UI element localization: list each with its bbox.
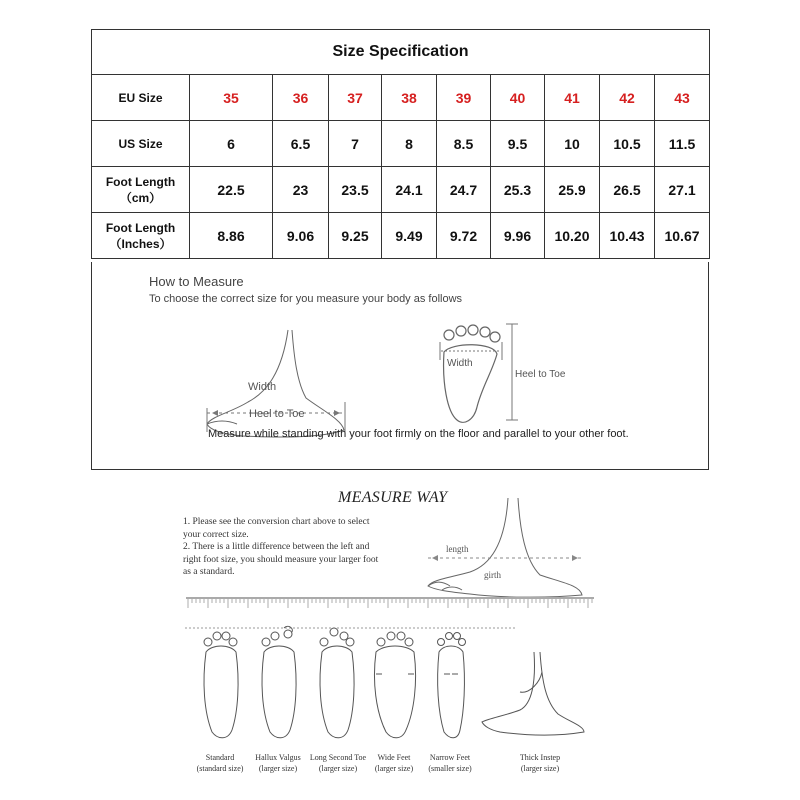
foot-type-hallux-valgus: Hallux Valgus (larger size) (255, 753, 301, 773)
size-cell: 11.5 (655, 121, 710, 167)
size-cell: 10.20 (545, 213, 600, 259)
size-specification-table (91, 29, 710, 259)
ruler-foot-illustration (180, 490, 600, 620)
hallux-valgus-foot-icon (262, 626, 296, 737)
size-row (92, 167, 710, 213)
size-cell: 9.72 (437, 213, 491, 259)
row-label: Foot Length （cm） (92, 167, 190, 213)
how-to-measure-subtitle: To choose the correct size for you measure your body as follows (149, 293, 463, 305)
size-cell: 24.7 (437, 167, 491, 213)
size-row (92, 213, 710, 259)
size-cell: 36 (273, 75, 329, 121)
size-cell: 22.5 (190, 167, 273, 213)
size-cell: 10 (545, 121, 600, 167)
top-heel-to-toe-label: Heel to Toe (515, 369, 566, 380)
measure-note-1: 1. Please see the conversion chart above to select your correct size. (183, 517, 370, 540)
top-foot-drawing (444, 325, 500, 422)
thick-instep-foot-icon (482, 652, 584, 735)
size-cell: 9.5 (491, 121, 545, 167)
length-label: length (446, 544, 469, 554)
size-cell: 6 (190, 121, 273, 167)
size-cell: 42 (600, 75, 655, 121)
size-row (92, 75, 710, 121)
foot-type-standard: Standard (standard size) (196, 753, 244, 773)
measure-caption: Measure while standing with your foot firmly on the floor and parallel to your other foot. (208, 428, 629, 440)
size-cell: 26.5 (600, 167, 655, 213)
size-cell: 10.5 (600, 121, 655, 167)
size-cell: 7 (329, 121, 382, 167)
how-to-measure-title: How to Measure (149, 274, 244, 289)
row-label: US Size (92, 121, 190, 167)
size-cell: 37 (329, 75, 382, 121)
how-to-measure-panel (91, 262, 709, 470)
size-cell: 40 (491, 75, 545, 121)
ruler (188, 598, 592, 608)
size-cell: 25.3 (491, 167, 545, 213)
measure-note-2: 2. There is a little difference between the left and right foot size, you should measure your larger foot as a standard. (183, 542, 379, 577)
size-cell: 23.5 (329, 167, 382, 213)
top-width-label: Width (447, 358, 473, 369)
size-rows (92, 75, 710, 259)
foot-types-drawings (180, 622, 600, 752)
size-cell: 8.86 (190, 213, 273, 259)
size-row (92, 121, 710, 167)
measure-way-title: MEASURE WAY (338, 489, 448, 506)
size-cell: 9.49 (382, 213, 437, 259)
foot-type-narrow-feet: Narrow Feet (smaller size) (428, 753, 472, 773)
size-cell: 39 (437, 75, 491, 121)
narrow-foot-icon (438, 633, 466, 738)
standard-foot-icon (204, 632, 238, 738)
row-label: Foot Length （Inches） (92, 213, 190, 259)
size-cell: 8 (382, 121, 437, 167)
size-cell: 10.67 (655, 213, 710, 259)
size-cell: 25.9 (545, 167, 600, 213)
size-cell: 43 (655, 75, 710, 121)
size-cell: 35 (190, 75, 273, 121)
size-cell: 27.1 (655, 167, 710, 213)
size-cell: 9.25 (329, 213, 382, 259)
table-title: Size Specification (92, 30, 710, 75)
side-width-label: Width (248, 381, 277, 393)
long-second-toe-foot-icon (320, 628, 354, 738)
size-cell: 9.96 (491, 213, 545, 259)
size-cell: 10.43 (600, 213, 655, 259)
wide-foot-icon (374, 632, 415, 738)
size-cell: 38 (382, 75, 437, 121)
size-cell: 8.5 (437, 121, 491, 167)
side-heel-to-toe-label: Heel to Toe (249, 408, 305, 420)
foot-type-thick-instep: Thick Instep (larger size) (519, 753, 561, 773)
foot-type-long-second-toe: Long Second Toe (larger size) (309, 753, 367, 773)
size-cell: 23 (273, 167, 329, 213)
size-cell: 6.5 (273, 121, 329, 167)
size-cell: 24.1 (382, 167, 437, 213)
size-cell: 41 (545, 75, 600, 121)
girth-label: girth (484, 570, 501, 580)
foot-type-wide-feet: Wide Feet (larger size) (374, 753, 414, 773)
size-cell: 9.06 (273, 213, 329, 259)
row-label: EU Size (92, 75, 190, 121)
foot-types-section (180, 622, 600, 782)
